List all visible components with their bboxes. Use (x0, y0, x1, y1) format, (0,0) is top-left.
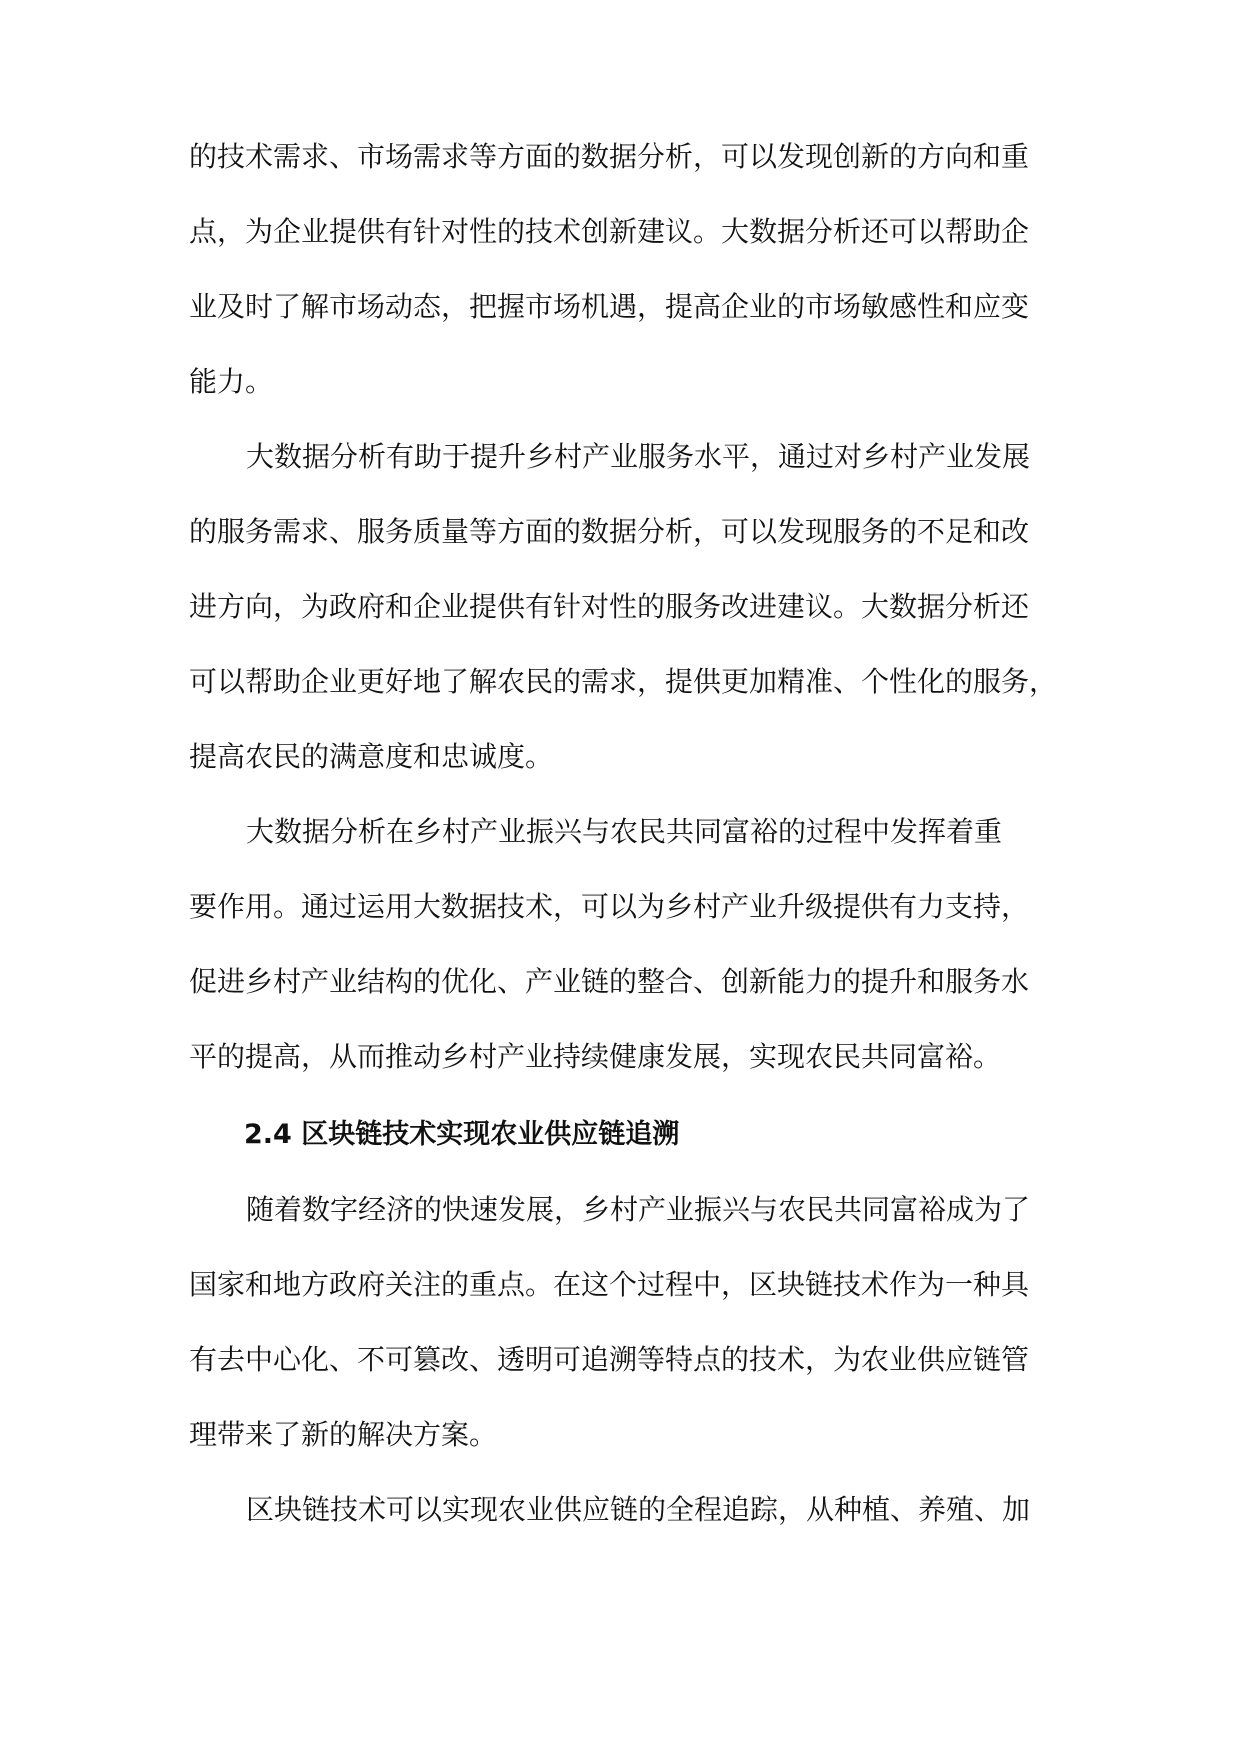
text-line: 点，为企业提供有针对性的技术创新建议。大数据分析还可以帮助企 (189, 215, 1030, 248)
document-body (189, 138, 1058, 1566)
text-line: 业及时了解市场动态，把握市场机遇，提高企业的市场敏感性和应变 (189, 290, 1030, 323)
text-line: 进方向，为政府和企业提供有针对性的服务改进建议。大数据分析还 (189, 590, 1030, 623)
paragraph (189, 813, 1055, 1076)
text-line: 随着数字经济的快速发展，乡村产业振兴与农民共同富裕成为了 (246, 1193, 1031, 1226)
text-line: 可以帮助企业更好地了解农民的需求，提供更加精准、个性化的服务， (189, 665, 1058, 698)
paragraph (189, 1491, 1055, 1529)
text-line: 理带来了新的解决方案。 (189, 1418, 498, 1451)
text-line: 的服务需求、服务质量等方面的数据分析，可以发现服务的不足和改 (189, 515, 1030, 548)
text-line: 促进乡村产业结构的优化、产业链的整合、创新能力的提升和服务水 (189, 965, 1030, 998)
paragraph (189, 438, 1058, 776)
text-line: 提高农民的满意度和忠诚度。 (189, 740, 554, 773)
paragraph (189, 1191, 1055, 1454)
text-line: 的技术需求、市场需求等方面的数据分析，可以发现创新的方向和重 (189, 140, 1030, 173)
text-line: 国家和地方政府关注的重点。在这个过程中，区块链技术作为一种具 (189, 1268, 1030, 1301)
text-line: 大数据分析在乡村产业振兴与农民共同富裕的过程中发挥着重 (246, 815, 1003, 848)
text-line: 平的提高，从而推动乡村产业持续健康发展，实现农民共同富裕。 (189, 1040, 1002, 1073)
text-line: 能力。 (189, 365, 274, 398)
text-line: 有去中心化、不可篡改、透明可追溯等特点的技术，为农业供应链管 (189, 1343, 1030, 1376)
text-line: 大数据分析有助于提升乡村产业服务水平，通过对乡村产业发展 (246, 440, 1031, 473)
text-line: 要作用。通过运用大数据技术，可以为乡村产业升级提供有力支持， (189, 890, 1030, 923)
section-heading: 2.4 区块链技术实现农业供应链追溯 (244, 1119, 680, 1150)
text-line: 区块链技术可以实现农业供应链的全程追踪，从种植、养殖、加 (246, 1493, 1031, 1526)
paragraph (189, 138, 1055, 401)
